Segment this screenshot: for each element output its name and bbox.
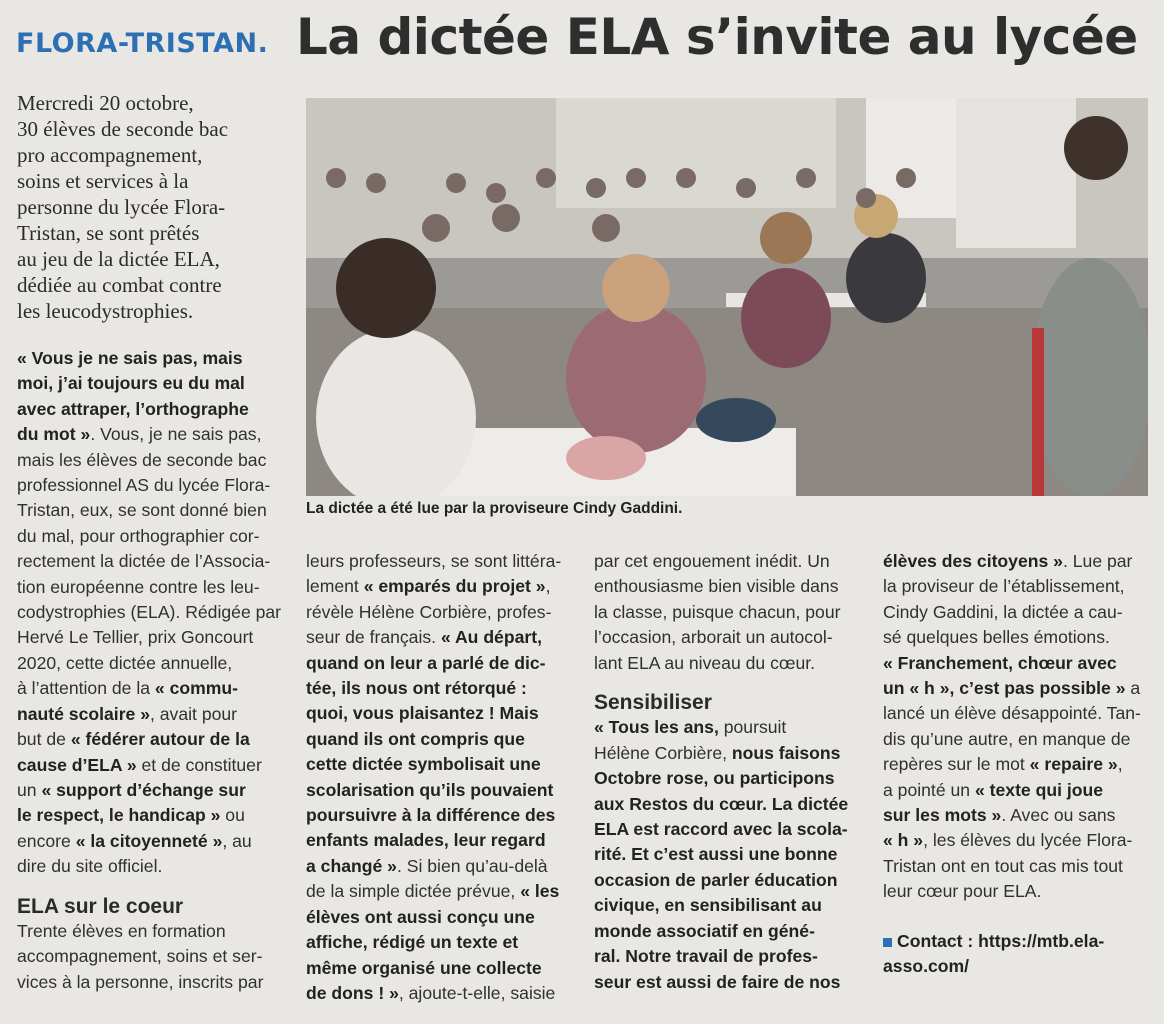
body-text: lement <box>306 576 364 597</box>
emphasis-text: enfants malades, leur regard <box>306 830 546 851</box>
text-line <box>17 346 287 371</box>
body-text: , avait pour <box>150 703 238 724</box>
text-line <box>883 651 1158 676</box>
body-text: seur de français. <box>306 627 441 648</box>
column-1-tail <box>17 919 287 995</box>
lead-line: soins et services à la <box>17 169 189 193</box>
text-line <box>883 574 1158 599</box>
body-text: du mal, pour orthographier cor- <box>17 525 260 546</box>
body-text: Hervé Le Tellier, prix Goncourt <box>17 627 254 648</box>
emphasis-text: « fédérer autour de la <box>70 729 250 750</box>
lead-line: Tristan, se sont prêtés <box>17 221 200 245</box>
body-text: accompagnement, soins et ser- <box>17 946 263 967</box>
emphasis-text: « repaire » <box>1029 754 1118 775</box>
text-line <box>306 600 576 625</box>
text-line <box>17 371 287 396</box>
lead-line: personne du lycée Flora- <box>17 195 226 219</box>
emphasis-text: rité. Et c’est aussi une bonne <box>594 844 838 865</box>
text-line <box>883 600 1158 625</box>
article-headline: La dictée ELA s’invite au lycée <box>296 8 1138 66</box>
column-1-body <box>17 346 287 880</box>
body-text: rectement la dictée de l’Associa- <box>17 551 271 572</box>
body-text: codystrophies (ELA). Rédigée par <box>17 602 282 623</box>
column-3-body <box>594 715 864 994</box>
text-line <box>594 944 864 969</box>
body-text: Trente élèves en formation <box>17 920 226 941</box>
body-text: l’occasion, arborait un autocol- <box>594 627 833 648</box>
text-line <box>883 549 1158 574</box>
emphasis-text: civique, en sensibilisant au <box>594 895 822 916</box>
text-line <box>594 817 864 842</box>
text-line <box>883 701 1158 726</box>
body-text: Tristan ont en tout cas mis tout <box>883 855 1123 876</box>
body-text: , les élèves du lycée Flora- <box>923 830 1133 851</box>
text-line <box>594 549 864 574</box>
text-line <box>17 448 287 473</box>
text-line <box>306 625 576 650</box>
text-line <box>594 625 864 650</box>
article-column-3 <box>594 549 864 995</box>
text-line <box>17 422 287 447</box>
emphasis-text: quand ils ont compris que <box>306 728 525 749</box>
article-column-4 <box>883 549 1158 980</box>
photo-caption: La dictée a été lue par la proviseure Cindy Gaddini. <box>306 500 683 517</box>
subheading-sensibiliser: Sensibiliser <box>594 691 712 715</box>
body-text: sé quelques belles émotions. <box>883 627 1110 648</box>
body-text: but de <box>17 729 71 750</box>
emphasis-text: « Au départ, <box>440 627 542 648</box>
contact-label[interactable]: Contact : https://mtb.ela- <box>897 930 1105 951</box>
body-text: Cindy Gaddini, la dictée a cau- <box>883 601 1123 622</box>
lead-line: au jeu de la dictée ELA, <box>17 247 220 271</box>
text-line <box>306 549 576 574</box>
body-text: leurs professeurs, se sont littéra- <box>306 551 562 571</box>
emphasis-text: a changé » <box>306 855 397 876</box>
lead-line: 30 élèves de seconde bac <box>17 117 229 141</box>
body-text: révèle Hélène Corbière, profes- <box>306 601 552 622</box>
body-text: encore <box>17 830 76 851</box>
body-text: la classe, puisque chacun, pour <box>594 601 841 622</box>
emphasis-text: tée, ils nous ont rétorqué : <box>306 678 527 699</box>
body-text: la proviseur de l’établissement, <box>883 576 1125 597</box>
text-line <box>883 625 1158 650</box>
body-text: a pointé un <box>883 779 975 800</box>
text-line <box>594 600 864 625</box>
text-line <box>594 715 864 740</box>
text-line <box>594 651 864 676</box>
emphasis-text: le respect, le handicap » <box>17 805 221 826</box>
emphasis-text: un « h », c’est pas possible » <box>883 678 1126 699</box>
emphasis-text: « Tous les ans, <box>594 717 719 738</box>
text-line <box>883 752 1158 777</box>
emphasis-text: « Franchement, chœur avec <box>883 652 1117 673</box>
emphasis-text: élèves des citoyens » <box>883 551 1063 571</box>
emphasis-text: occasion de parler éducation <box>594 869 838 890</box>
section-kicker: FLORA-TRISTAN. <box>16 28 269 59</box>
text-line <box>306 879 576 904</box>
body-text: ou <box>220 805 245 826</box>
body-text: un <box>17 779 42 800</box>
emphasis-text: nous faisons <box>731 742 841 763</box>
body-text: Hélène Corbière, <box>594 742 732 763</box>
body-text: à l’attention de la <box>17 678 155 699</box>
body-text: , <box>1117 754 1123 775</box>
text-line <box>594 574 864 599</box>
body-text: repères sur le mot <box>883 754 1030 775</box>
body-text: dire du site officiel. <box>17 856 163 877</box>
article-lead <box>17 90 289 324</box>
text-line <box>883 676 1158 701</box>
article-column-2 <box>306 549 576 1006</box>
body-text: . Si bien qu’au-delà <box>396 855 548 876</box>
text-line <box>883 879 1158 904</box>
column-2-body <box>306 549 576 1006</box>
text-line <box>17 727 287 752</box>
text-line <box>17 651 287 676</box>
text-line <box>306 574 576 599</box>
emphasis-text: monde associatif en géné- <box>594 920 815 941</box>
emphasis-text: « support d’échange sur <box>41 779 246 800</box>
text-line <box>17 753 287 778</box>
text-line <box>17 970 287 995</box>
body-text: de la simple dictée prévue, <box>306 881 521 902</box>
body-text: , au <box>222 830 252 851</box>
text-line <box>17 625 287 650</box>
body-text: , ajoute-t-elle, saisie <box>398 982 556 1003</box>
text-line <box>883 778 1158 803</box>
text-line <box>594 893 864 918</box>
text-line <box>306 752 576 777</box>
text-line <box>17 778 287 803</box>
body-text: professionnel AS du lycée Flora- <box>17 475 271 496</box>
text-line <box>306 828 576 853</box>
subheading-ela-sur-le-coeur: ELA sur le coeur <box>17 894 184 918</box>
text-line <box>306 803 576 828</box>
emphasis-text: « h » <box>883 830 924 851</box>
text-line <box>306 778 576 803</box>
text-line <box>17 473 287 498</box>
body-text: tion européenne contre les leu- <box>17 576 260 597</box>
lead-line: les leucodystrophies. <box>17 299 194 323</box>
emphasis-text: seur est aussi de faire de nos <box>594 971 841 992</box>
text-line <box>883 727 1158 752</box>
text-line <box>306 854 576 879</box>
body-text: dis qu’une autre, en manque de <box>883 728 1131 749</box>
emphasis-text: de dons ! » <box>306 982 399 1003</box>
emphasis-text: même organisé une collecte <box>306 957 542 978</box>
text-line <box>594 792 864 817</box>
emphasis-text: scolarisation qu’ils pouvaient <box>306 779 554 800</box>
emphasis-text: « texte qui joue <box>974 779 1104 800</box>
text-line <box>306 956 576 981</box>
text-line <box>17 702 287 727</box>
body-text: . Vous, je ne sais pas, <box>90 424 262 445</box>
body-text: enthousiasme bien visible dans <box>594 576 839 597</box>
lead-line: Mercredi 20 octobre, <box>17 91 194 115</box>
emphasis-text: « emparés du projet » <box>363 576 546 597</box>
contact-line <box>883 929 1158 980</box>
emphasis-text: ELA est raccord avec la scola- <box>594 819 848 840</box>
text-line <box>594 741 864 766</box>
text-line <box>594 868 864 893</box>
body-text: . Lue par <box>1062 551 1133 571</box>
text-line <box>883 828 1158 853</box>
text-line <box>17 803 287 828</box>
text-line <box>306 727 576 752</box>
emphasis-text: « les <box>520 881 560 902</box>
emphasis-text: Octobre rose, ou participons <box>594 768 835 789</box>
body-text: lancé un élève désappointé. Tan- <box>883 703 1141 724</box>
text-line <box>17 944 287 969</box>
body-text: lant ELA au niveau du cœur. <box>594 652 816 673</box>
lead-line: pro accompagnement, <box>17 143 203 167</box>
text-line <box>883 803 1158 828</box>
emphasis-text: du mot » <box>17 424 91 445</box>
emphasis-text: nauté scolaire » <box>17 703 150 724</box>
text-line <box>306 905 576 930</box>
contact-label-cont[interactable]: asso.com/ <box>883 956 970 977</box>
body-text: 2020, cette dictée annuelle, <box>17 652 233 673</box>
text-line <box>306 981 576 1006</box>
text-line <box>306 701 576 726</box>
body-text: Tristan, eux, se sont donné bien <box>17 500 267 521</box>
text-line <box>17 829 287 854</box>
body-text: vices à la personne, inscrits par <box>17 971 264 992</box>
column-4-body <box>883 549 1158 905</box>
emphasis-text: moi, j’ai toujours eu du mal <box>17 373 245 394</box>
text-line <box>594 842 864 867</box>
emphasis-text: aux Restos du cœur. La dictée <box>594 793 849 814</box>
emphasis-text: affiche, rédigé un texte et <box>306 932 519 953</box>
emphasis-text: ral. Notre travail de profes- <box>594 946 818 967</box>
body-text: leur cœur pour ELA. <box>883 881 1042 902</box>
text-line <box>17 524 287 549</box>
text-line <box>306 651 576 676</box>
emphasis-text: quoi, vous plaisantez ! Mais <box>306 703 539 724</box>
text-line <box>17 676 287 701</box>
emphasis-text: quand on leur a parlé de dic- <box>306 652 546 673</box>
body-text: et de constituer <box>136 754 262 775</box>
column-3-top <box>594 549 864 676</box>
text-line <box>17 498 287 523</box>
emphasis-text: poursuivre à la différence des <box>306 805 556 826</box>
bullet-square-icon <box>883 938 892 947</box>
text-line <box>594 766 864 791</box>
emphasis-text: sur les mots » <box>883 805 1002 826</box>
classroom-photo <box>306 98 1148 496</box>
text-line <box>594 919 864 944</box>
text-line <box>17 397 287 422</box>
text-line <box>883 854 1158 879</box>
classroom-photo-illustration <box>306 98 1148 496</box>
text-line <box>17 600 287 625</box>
article-column-1 <box>17 346 287 995</box>
body-text: par cet engouement inédit. Un <box>594 551 830 571</box>
body-text: . Avec ou sans <box>1001 805 1116 826</box>
emphasis-text: « commu- <box>154 678 239 699</box>
text-line <box>17 854 287 879</box>
text-line <box>306 930 576 955</box>
emphasis-text: élèves ont aussi conçu une <box>306 906 535 927</box>
body-text: poursuit <box>718 717 787 738</box>
body-text: , <box>545 576 551 597</box>
emphasis-text: avec attraper, l’orthographe <box>17 398 249 419</box>
body-text: a <box>1125 678 1141 699</box>
emphasis-text: « la citoyenneté » <box>75 830 223 851</box>
body-text: mais les élèves de seconde bac <box>17 449 267 470</box>
text-line <box>594 970 864 995</box>
emphasis-text: « Vous je ne sais pas, mais <box>17 348 243 368</box>
text-line <box>17 549 287 574</box>
lead-line: dédiée au combat contre <box>17 273 222 297</box>
emphasis-text: cette dictée symbolisait une <box>306 754 541 775</box>
text-line <box>17 575 287 600</box>
text-line <box>306 676 576 701</box>
text-line <box>17 919 287 944</box>
emphasis-text: cause d’ELA » <box>17 754 137 775</box>
